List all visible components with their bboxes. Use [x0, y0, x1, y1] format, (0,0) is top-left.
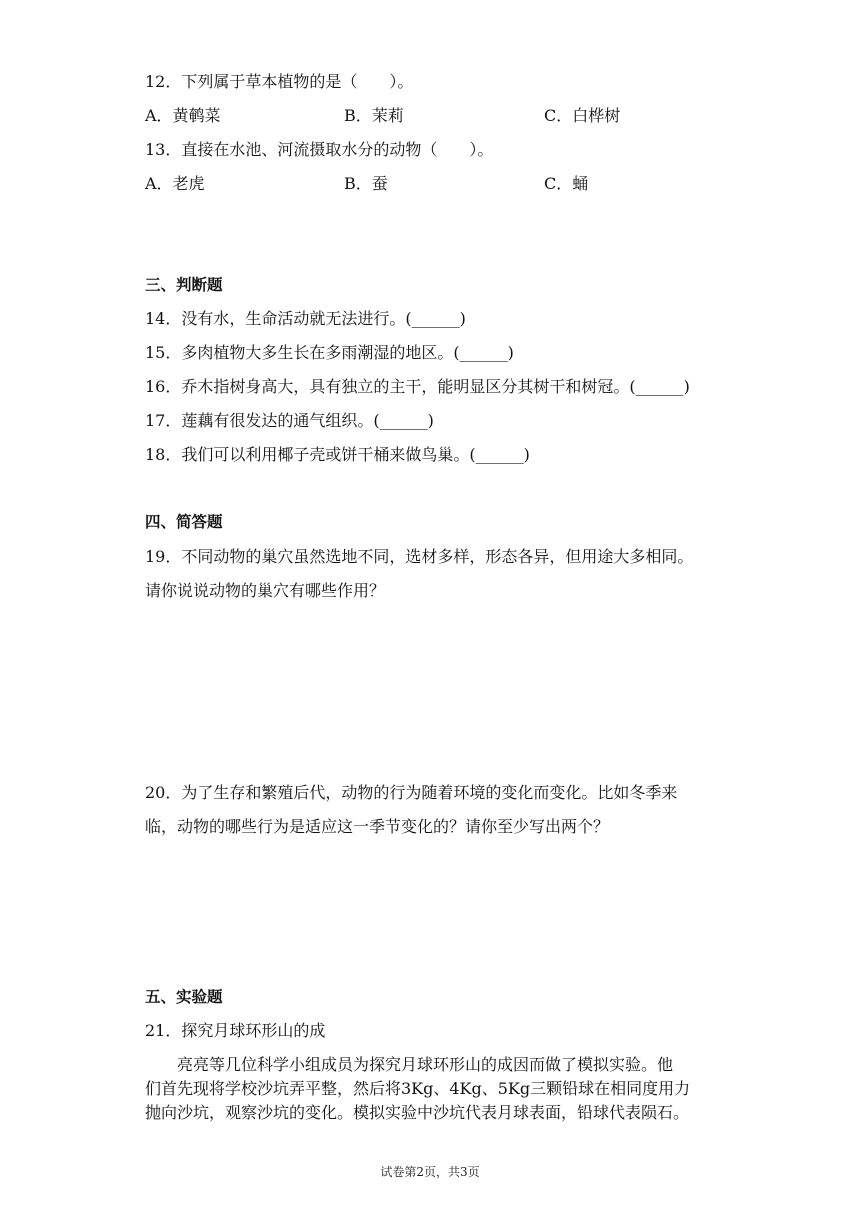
question-12-text: 12．下列属于草本植物的是（ ）。 [145, 72, 414, 91]
question-19-line-2: 请你说说动物的巢穴有哪些作用？ [145, 581, 386, 600]
question-18 [145, 444, 530, 466]
answer-blank[interactable]: (______) [373, 411, 434, 430]
page-footer: 试卷第2页，共3页 [380, 1165, 480, 1179]
question-15 [145, 342, 514, 364]
question-13-text: 13．直接在水池、河流摄取水分的动物（ ）。 [145, 140, 494, 159]
question-15-text: 15．多肉植物大多生长在多雨潮湿的地区。 [145, 343, 454, 362]
question-21-paragraph-line-3: 抛向沙坑，观察沙坑的变化。模拟实验中沙坑代表月球表面，铅球代表陨石。 [145, 1103, 690, 1122]
question-13-option-c: C．蛹 [544, 174, 589, 193]
question-19-line-1: 19．不同动物的巢穴虽然选地不同，选材多样，形态各异，但用途大多相同。 [145, 547, 694, 566]
question-14-text: 14．没有水，生命活动就无法进行。 [145, 309, 406, 328]
question-20-line-1: 20．为了生存和繁殖后代，动物的行为随着环境的变化而变化。比如冬季来 [145, 783, 678, 802]
answer-blank[interactable]: (______) [469, 445, 530, 464]
question-20-line-2: 临，动物的哪些行为是适应这一季节变化的？请你至少写出两个？ [145, 817, 610, 836]
question-16-text: 16．乔木指树身高大，具有独立的主干，能明显区分其树干和树冠。 [145, 377, 630, 396]
question-17-text: 17．莲藕有很发达的通气组织。 [145, 411, 374, 430]
question-12-option-b: B．茉莉 [344, 106, 404, 125]
question-21-title: 21．探究月球环形山的成 [145, 1021, 326, 1040]
question-13-option-b: B．蚕 [344, 174, 388, 193]
section-heading-experiment: 五、实验题 [145, 988, 223, 1006]
answer-blank[interactable]: (______) [405, 309, 466, 328]
question-21-paragraph-line-1: 亮亮等几位科学小组成员为探究月球环形山的成因而做了模拟实验。他 [177, 1055, 674, 1074]
question-12-option-a: A．黄鹌菜 [145, 106, 221, 125]
question-21-paragraph-line-2: 们首先现将学校沙坑弄平整，然后将3Kg、4Kg、5Kg三颗铅球在相同度用力 [145, 1079, 691, 1098]
question-17 [145, 410, 434, 432]
answer-blank[interactable]: (______) [629, 377, 690, 396]
question-16 [145, 376, 690, 398]
question-13-option-a: A．老虎 [145, 174, 205, 193]
question-12-option-c: C．白桦树 [544, 106, 621, 125]
answer-blank[interactable]: (______) [453, 343, 514, 362]
question-14 [145, 308, 466, 330]
question-18-text: 18．我们可以利用椰子壳或饼干桶来做鸟巢。 [145, 445, 470, 464]
section-heading-true-false: 三、判断题 [145, 276, 223, 294]
section-heading-short-answer: 四、简答题 [145, 513, 223, 531]
